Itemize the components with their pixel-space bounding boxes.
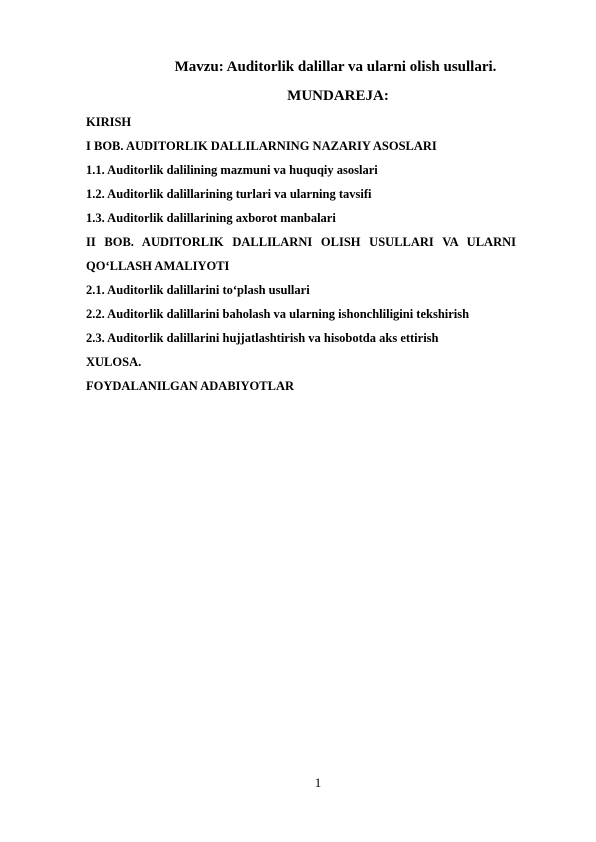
toc-item-section-2-1: 2.1. Auditorlik dalillarini to‘plash usullari bbox=[86, 283, 310, 297]
toc-item-section-2-3: 2.3. Auditorlik dalillarini hujjatlashtirish va hisobotda aks ettirish bbox=[86, 331, 439, 345]
toc-item-chapter-2: II BOB. AUDITORLIK DALLILARNI OLISH USULLARI VA ULARNI bbox=[86, 235, 516, 249]
toc-item-section-1-3: 1.3. Auditorlik dalillarining axborot manbalari bbox=[86, 211, 336, 225]
toc-item-chapter-1: I BOB. AUDITORLIK DALLILARNING NAZARIY ASOSLARI bbox=[86, 139, 437, 153]
toc-item-section-1-1: 1.1. Auditorlik dalilining mazmuni va huquqiy asoslari bbox=[86, 163, 378, 177]
toc-item-section-1-2: 1.2. Auditorlik dalillarining turlari va ularning tavsifi bbox=[86, 187, 372, 201]
toc-item-section-2-2: 2.2. Auditorlik dalillarini baholash va ularning ishonchliligini tekshirish bbox=[86, 307, 470, 321]
toc-item-references: FOYDALANILGAN ADABIYOTLAR bbox=[86, 379, 295, 393]
document-topic: Mavzu: Auditorlik dalillar va ularni olish usullari. bbox=[174, 59, 497, 75]
toc-item-introduction: KIRISH bbox=[86, 115, 132, 129]
table-of-contents bbox=[86, 110, 516, 398]
contents-heading: MUNDAREJA: bbox=[287, 88, 389, 104]
page-number: 1 bbox=[314, 775, 322, 790]
toc-item-conclusion: XULOSA. bbox=[86, 355, 142, 369]
toc-item-chapter-2-continued: QO‘LLASH AMALIYOTI bbox=[86, 259, 230, 273]
